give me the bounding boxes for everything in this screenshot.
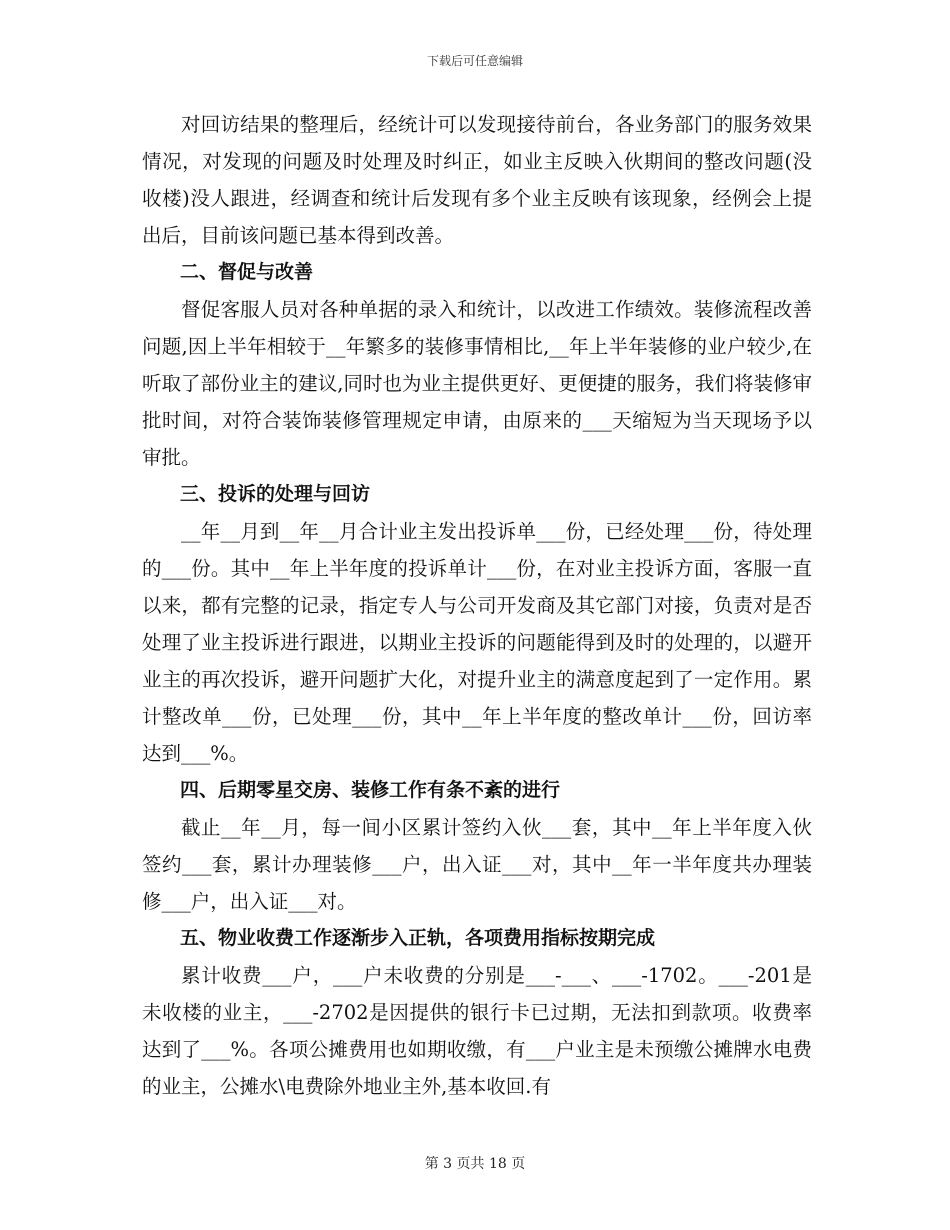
paragraph: __年__月到__年__月合计业主发出投诉单___份，已经处理___份，待处理的___份。其中__年上半年度的投诉单计___份，在对业主投诉方面，客服一直以来，都有完整的记录，指定专人与公司开发商及其它部门对接，负责对是否处理了业主投诉进行跟进，以期业主投诉的问题能得到及时的处理的，以避开业主的再次投诉，避开问题扩大化，对提升业主的满意度起到了一定作用。累计整改单___份，已处理___份，其中__年上半年度的整改单计___份，回访率达到___%。 <box>142 520 812 765</box>
paragraph: 对回访结果的整理后，经统计可以发现接待前台，各业务部门的服务效果情况，对发现的问题及时处理及时纠正，如业主反映入伙期间的整改问题(没收楼)没人跟进，经调查和统计后发现有多个业主反映有该现象，经例会上提出后，目前该问题已基本得到改善。 <box>142 113 812 247</box>
paragraph: 督促客服人员对各种单据的录入和统计，以改进工作绩效。装修流程改善问题,因上半年相较于__年繁多的装修事情相比,__年上半年装修的业户较少,在听取了部份业主的建议,同时也为业主提供更好、更便捷的服务，我们将装修审批时间，对符合装饰装修管理规定申请，由原来的___天缩短为当天现场予以审批。 <box>142 298 812 469</box>
section-heading: 三、投诉的处理与回访 <box>180 483 371 505</box>
document-body <box>142 106 812 1105</box>
section-heading: 二、督促与改善 <box>180 261 314 283</box>
paragraph: 累计收费___户，___户未收费的分别是___-___、___-1702。___-201是未收楼的业主，___-2702是因提供的银行卡已过期，无法扣到款项。收费率达到了___%。各项公摊费用也如期收缴，有___户业主是未预缴公摊牌水电费的业主，公摊水\电费除外地业主外,基本收回.有 <box>142 964 812 1098</box>
section-heading: 四、后期零星交房、装修工作有条不紊的进行 <box>180 779 561 801</box>
page-footer: 第 3 页共 18 页 <box>424 1156 526 1172</box>
section-heading: 五、物业收费工作逐渐步入正轨，各项费用指标按期完成 <box>180 927 656 949</box>
page-header: 下载后可任意编辑 <box>426 54 523 68</box>
paragraph: 截止__年__月，每一间小区累计签约入伙___套，其中__年上半年度入伙签约___套，累计办理装修___户，出入证___对，其中__年一半年度共办理装修___户，出入证___对。 <box>142 816 812 913</box>
